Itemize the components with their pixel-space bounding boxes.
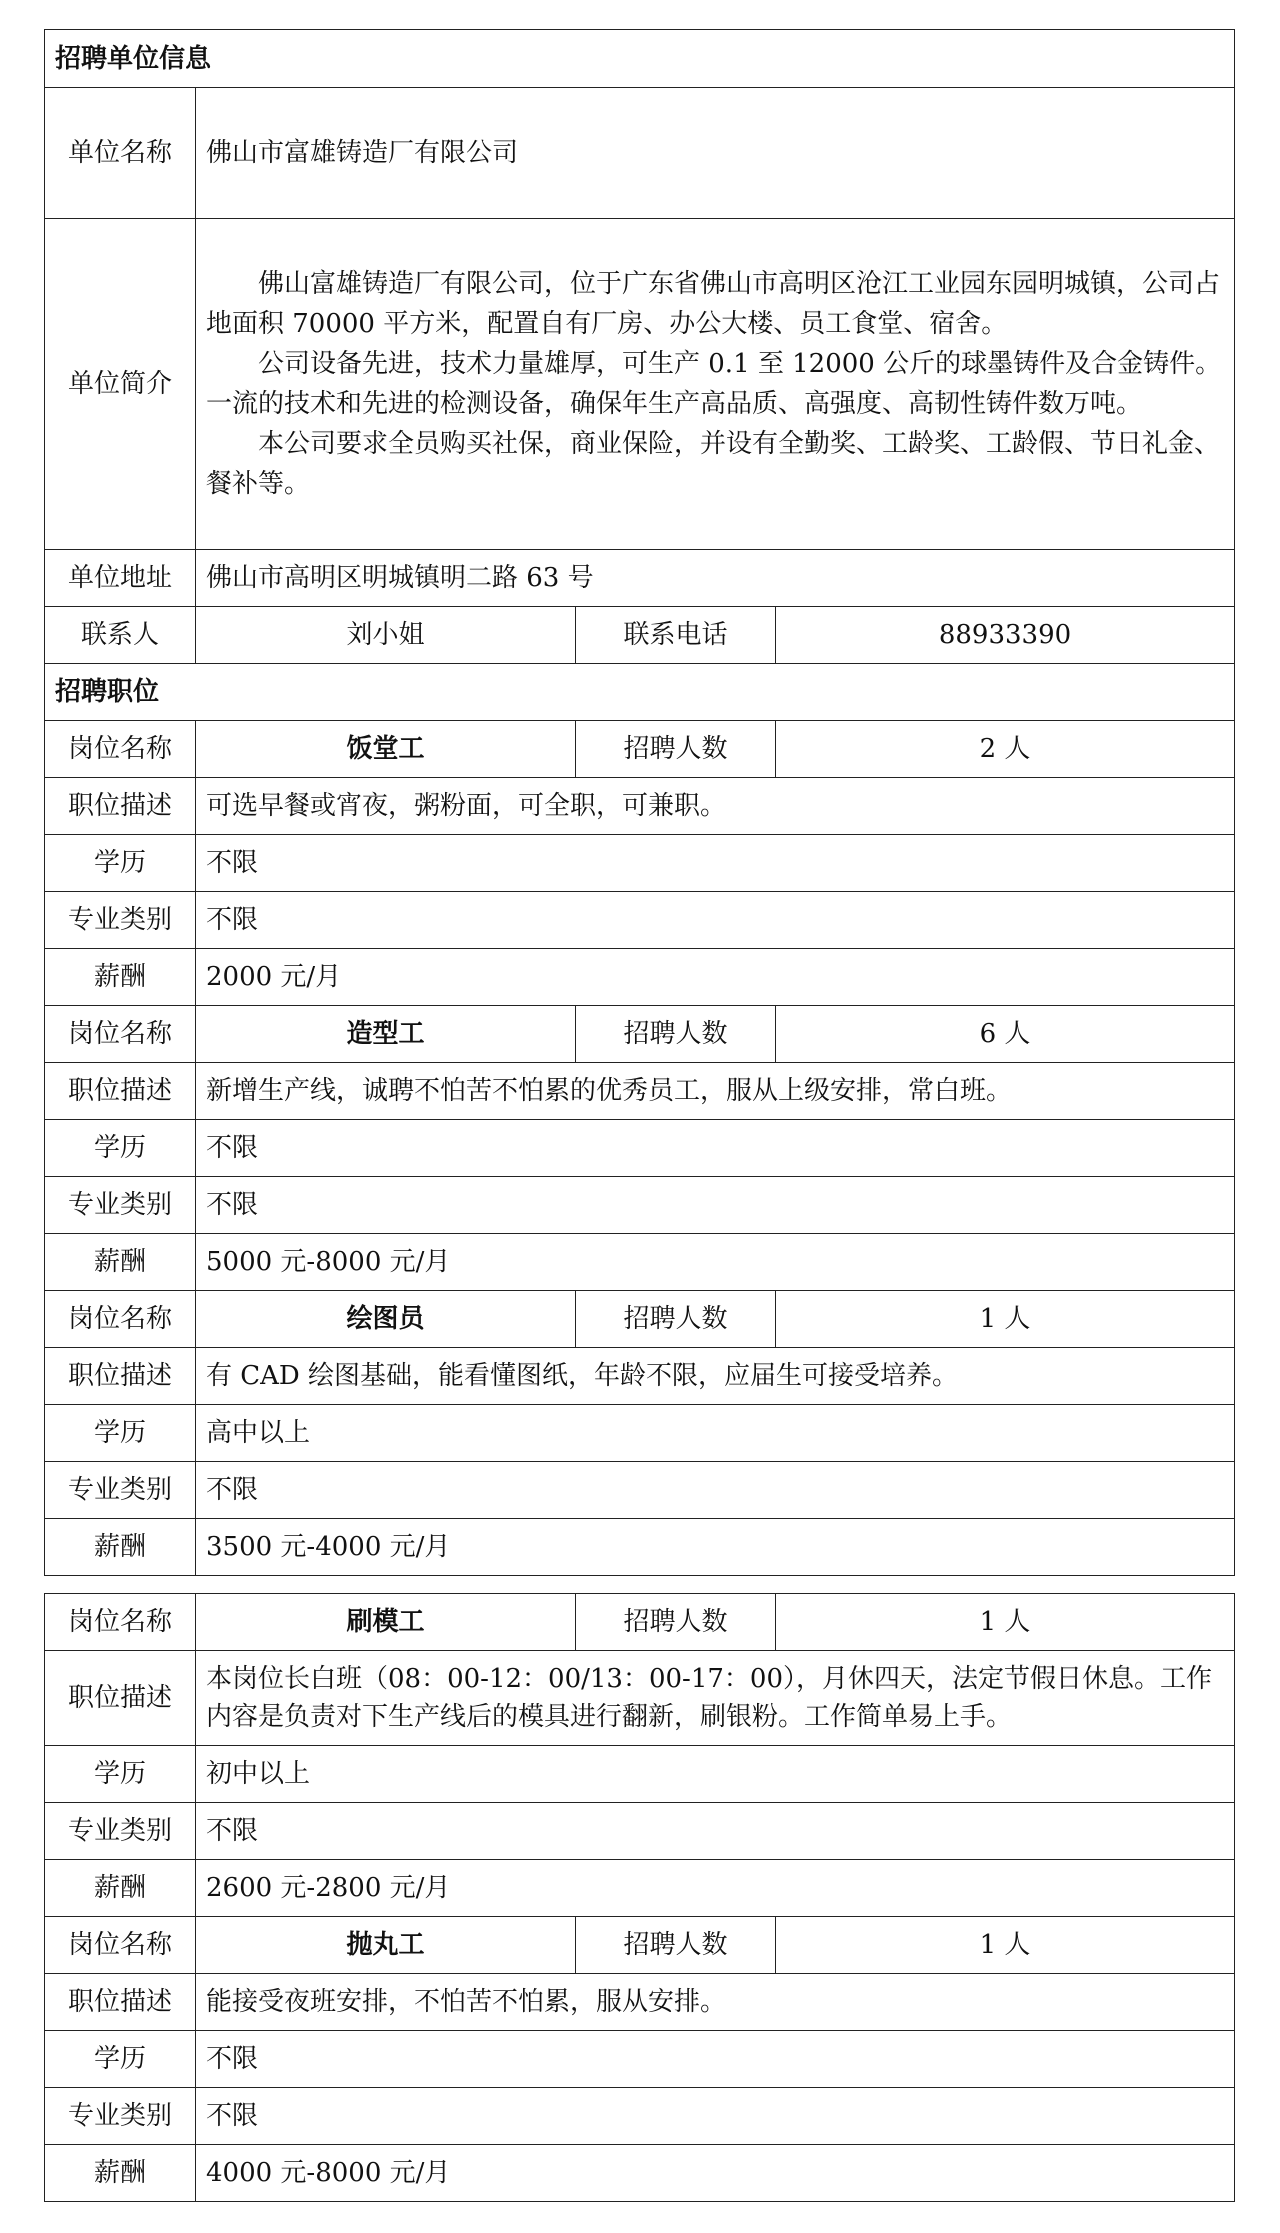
position-salary: 4000 元-8000 元/月 — [196, 2145, 1235, 2202]
company-section-title: 招聘单位信息 — [45, 30, 1235, 88]
position-count: 6 人 — [776, 1006, 1235, 1063]
position-name-label: 岗位名称 — [45, 1006, 196, 1063]
contact-label: 联系人 — [45, 607, 196, 664]
address-label: 单位地址 — [45, 550, 196, 607]
position-description: 有 CAD 绘图基础，能看懂图纸，年龄不限，应届生可接受培养。 — [196, 1348, 1235, 1405]
position-count-label: 招聘人数 — [576, 1291, 776, 1348]
position-major: 不限 — [196, 1462, 1235, 1519]
company-name: 佛山市富雄铸造厂有限公司 — [196, 88, 1235, 219]
position-description-label: 职位描述 — [45, 1974, 196, 2031]
contact-phone: 88933390 — [776, 607, 1235, 664]
position-description-label: 职位描述 — [45, 1348, 196, 1405]
recruitment-table-page2 — [44, 1593, 1235, 2202]
intro-paragraph: 公司设备先进，技术力量雄厚，可生产 0.1 至 12000 公斤的球墨铸件及合金铸件。一流的技术和先进的检测设备，确保年生产高品质、高强度、高韧性铸件数万吨。 — [206, 349, 1222, 419]
company-intro-label: 单位简介 — [45, 219, 196, 550]
contact-person: 刘小姐 — [196, 607, 576, 664]
position-description: 新增生产线，诚聘不怕苦不怕累的优秀员工，服从上级安排，常白班。 — [196, 1063, 1235, 1120]
position-salary-label: 薪酬 — [45, 1860, 196, 1917]
position-count: 1 人 — [776, 1594, 1235, 1651]
position-salary-label: 薪酬 — [45, 949, 196, 1006]
company-address: 佛山市高明区明城镇明二路 63 号 — [196, 550, 1235, 607]
position-major-label: 专业类别 — [45, 1462, 196, 1519]
position-description-label: 职位描述 — [45, 1651, 196, 1746]
position-major: 不限 — [196, 1803, 1235, 1860]
position-education: 不限 — [196, 2031, 1235, 2088]
position-education: 高中以上 — [196, 1405, 1235, 1462]
position-salary: 3500 元-4000 元/月 — [196, 1519, 1235, 1576]
position-education: 初中以上 — [196, 1746, 1235, 1803]
position-count-label: 招聘人数 — [576, 1917, 776, 1974]
position-count: 2 人 — [776, 721, 1235, 778]
position-count-label: 招聘人数 — [576, 1006, 776, 1063]
position-name-label: 岗位名称 — [45, 1291, 196, 1348]
position-description-label: 职位描述 — [45, 1063, 196, 1120]
position-name: 绘图员 — [196, 1291, 576, 1348]
position-salary: 2000 元/月 — [196, 949, 1235, 1006]
position-name-label: 岗位名称 — [45, 1594, 196, 1651]
position-description: 本岗位长白班（08：00-12：00/13：00-17：00），月休四天，法定节假日休息。工作内容是负责对下生产线后的模具进行翻新，刷银粉。工作简单易上手。 — [196, 1651, 1235, 1746]
position-name: 抛丸工 — [196, 1917, 576, 1974]
position-count-label: 招聘人数 — [576, 721, 776, 778]
position-education-label: 学历 — [45, 835, 196, 892]
position-education: 不限 — [196, 1120, 1235, 1177]
intro-paragraph: 佛山富雄铸造厂有限公司，位于广东省佛山市高明区沧江工业园东园明城镇，公司占地面积 70000 平方米，配置自有厂房、办公大楼、员工食堂、宿舍。 — [206, 269, 1221, 339]
position-major-label: 专业类别 — [45, 1177, 196, 1234]
position-description: 可选早餐或宵夜，粥粉面，可全职，可兼职。 — [196, 778, 1235, 835]
position-education-label: 学历 — [45, 1120, 196, 1177]
position-salary-label: 薪酬 — [45, 1234, 196, 1291]
position-salary: 5000 元-8000 元/月 — [196, 1234, 1235, 1291]
position-major: 不限 — [196, 892, 1235, 949]
position-description: 能接受夜班安排，不怕苦不怕累，服从安排。 — [196, 1974, 1235, 2031]
position-count: 1 人 — [776, 1291, 1235, 1348]
position-education-label: 学历 — [45, 2031, 196, 2088]
position-major-label: 专业类别 — [45, 2088, 196, 2145]
position-count: 1 人 — [776, 1917, 1235, 1974]
position-name: 造型工 — [196, 1006, 576, 1063]
company-intro — [196, 219, 1235, 550]
position-salary-label: 薪酬 — [45, 2145, 196, 2202]
positions-section-title: 招聘职位 — [45, 664, 1235, 721]
position-name: 刷模工 — [196, 1594, 576, 1651]
position-education: 不限 — [196, 835, 1235, 892]
position-count-label: 招聘人数 — [576, 1594, 776, 1651]
position-education-label: 学历 — [45, 1746, 196, 1803]
phone-label: 联系电话 — [576, 607, 776, 664]
position-major-label: 专业类别 — [45, 892, 196, 949]
position-major-label: 专业类别 — [45, 1803, 196, 1860]
position-major: 不限 — [196, 1177, 1235, 1234]
intro-paragraph: 本公司要求全员购买社保，商业保险，并设有全勤奖、工龄奖、工龄假、节日礼金、餐补等。 — [206, 429, 1221, 499]
position-salary-label: 薪酬 — [45, 1519, 196, 1576]
position-education-label: 学历 — [45, 1405, 196, 1462]
position-name: 饭堂工 — [196, 721, 576, 778]
company-name-label: 单位名称 — [45, 88, 196, 219]
position-description-label: 职位描述 — [45, 778, 196, 835]
position-major: 不限 — [196, 2088, 1235, 2145]
recruitment-table-page1 — [44, 29, 1235, 1576]
position-name-label: 岗位名称 — [45, 1917, 196, 1974]
position-name-label: 岗位名称 — [45, 721, 196, 778]
position-salary: 2600 元-2800 元/月 — [196, 1860, 1235, 1917]
